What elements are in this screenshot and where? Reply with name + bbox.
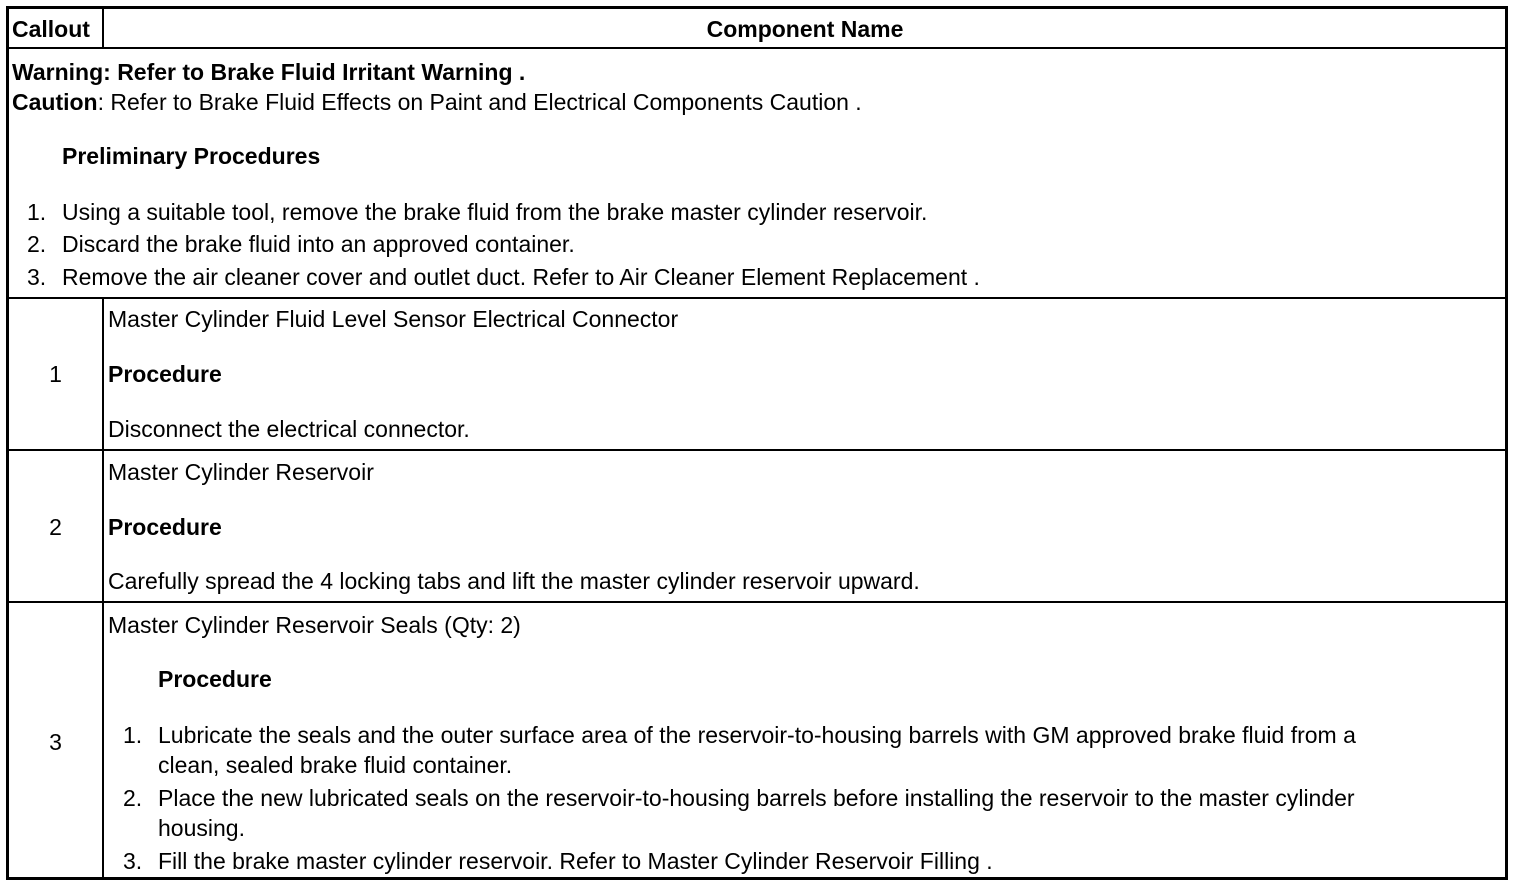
header-column-divider (102, 9, 104, 48)
step-number: 3. (123, 848, 143, 874)
row-1-divider (9, 449, 1505, 451)
header-component-name: Component Name (706, 16, 904, 42)
procedure-text: Disconnect the electrical connector. (108, 416, 470, 442)
step-text: Remove the air cleaner cover and outlet duct. Refer to Air Cleaner Element Replacement . (62, 264, 980, 290)
caution-note (12, 89, 862, 115)
step-text: Lubricate the seals and the outer surface area of the reservoir-to-housing barrels with GM approved brake fluid from a (158, 722, 1356, 748)
callout-number: 3 (49, 729, 62, 755)
warning-text: : Refer to Brake Fluid Irritant Warning . (103, 59, 526, 85)
component-name: Master Cylinder Reservoir (108, 459, 374, 485)
step-number: 2. (27, 231, 47, 257)
step-number: 2. (123, 785, 143, 811)
step-number: 1. (27, 199, 47, 225)
warning-note (12, 59, 525, 85)
notes-divider (9, 297, 1505, 299)
caution-text: : Refer to Brake Fluid Effects on Paint and Electrical Components Caution . (97, 89, 862, 115)
component-name: Master Cylinder Fluid Level Sensor Electrical Connector (108, 306, 679, 332)
preliminary-heading: Preliminary Procedures (62, 143, 321, 169)
procedure-label: Procedure (158, 666, 272, 692)
step-text: Place the new lubricated seals on the reservoir-to-housing barrels before installing the reservoir to the master cylinder (158, 785, 1355, 811)
row-2-divider (9, 601, 1505, 603)
callout-number: 2 (49, 514, 62, 540)
component-name: Master Cylinder Reservoir Seals (Qty: 2) (108, 612, 521, 638)
step-text: Fill the brake master cylinder reservoir. Refer to Master Cylinder Reservoir Filling . (158, 848, 993, 874)
procedure-label: Procedure (108, 514, 222, 540)
callout-column-divider (102, 297, 104, 877)
step-number: 3. (27, 264, 47, 290)
procedure-table (6, 6, 1508, 880)
step-text: Using a suitable tool, remove the brake fluid from the brake master cylinder reservoir. (62, 199, 928, 225)
step-text: Discard the brake fluid into an approved container. (62, 231, 575, 257)
step-text-continued: clean, sealed brake fluid container. (158, 752, 513, 778)
warning-label: Warning (12, 59, 104, 85)
header-divider (9, 47, 1505, 49)
procedure-text: Carefully spread the 4 locking tabs and lift the master cylinder reservoir upward. (108, 568, 920, 594)
step-number: 1. (123, 722, 143, 748)
step-text-continued: housing. (158, 815, 245, 841)
header-callout: Callout (12, 16, 90, 42)
caution-label: Caution (12, 89, 98, 115)
callout-number: 1 (49, 361, 62, 387)
procedure-label: Procedure (108, 361, 222, 387)
